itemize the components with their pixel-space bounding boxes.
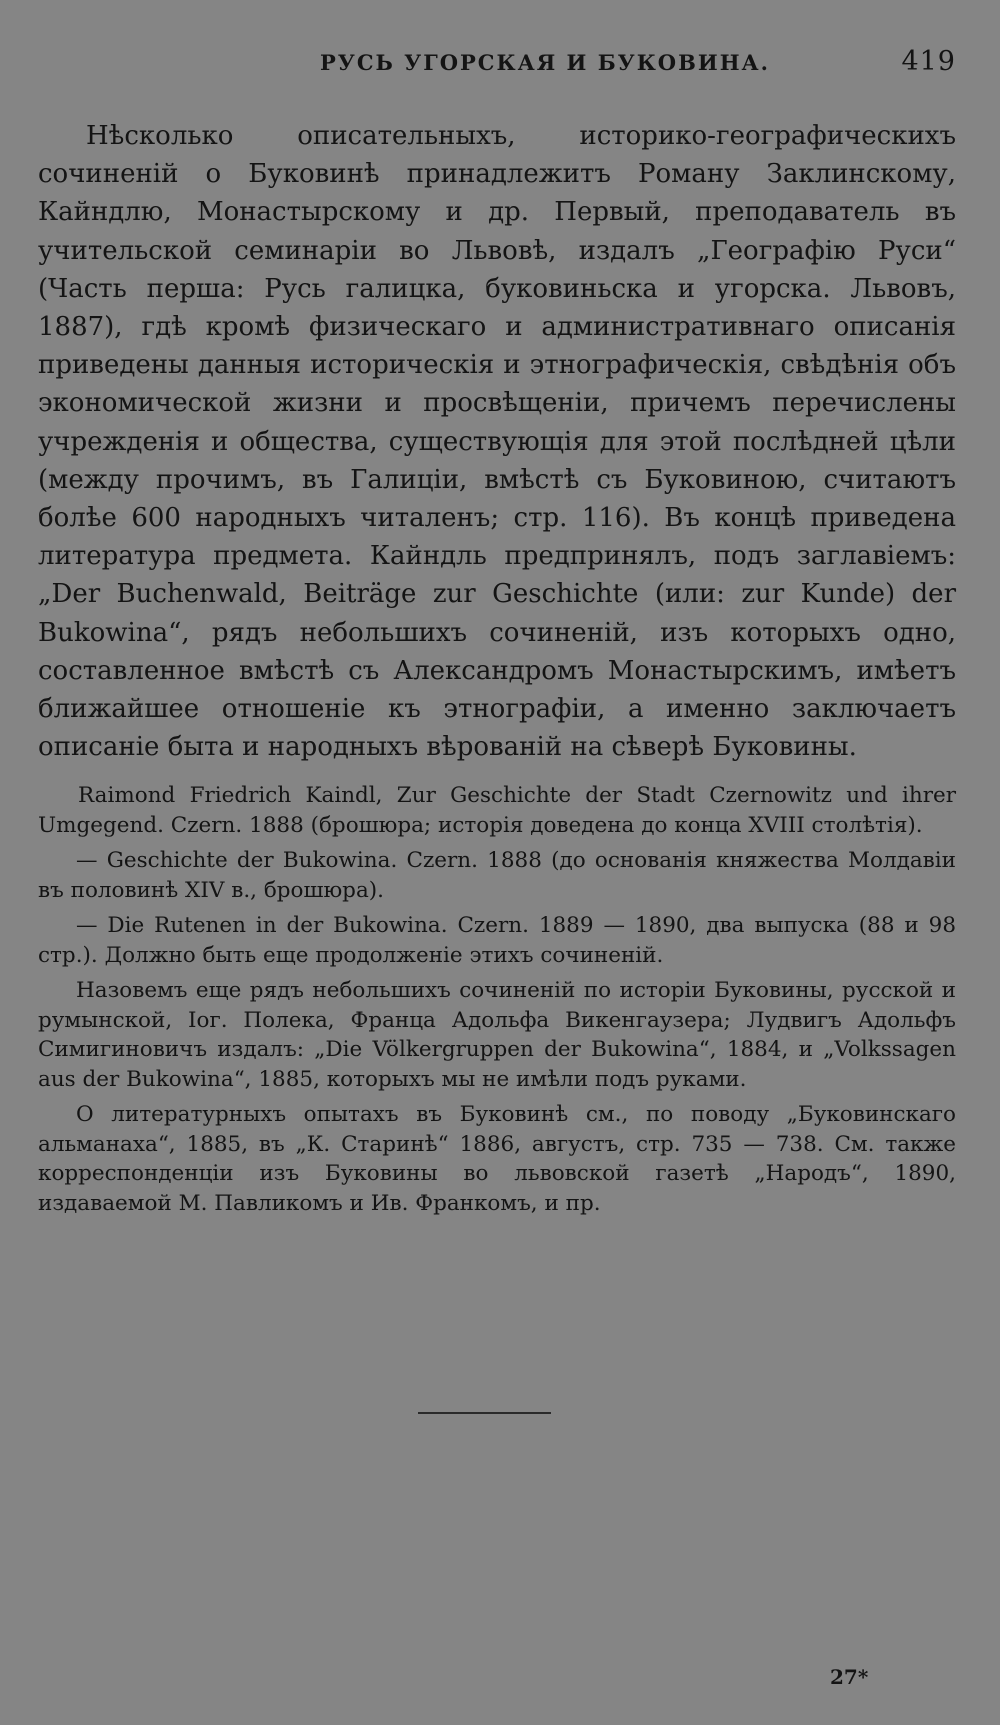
bibliography-notes bbox=[38, 781, 956, 1218]
running-head: РУСЬ УГОРСКАЯ И БУКОВИНА. bbox=[320, 50, 770, 75]
section-divider bbox=[418, 1412, 551, 1414]
note-kaindl-bukowina: — Geschichte der Bukowina. Czern. 1888 (до основанія княжества Молдавіи въ половинѣ XIV в., брошюра). bbox=[38, 848, 956, 903]
printer-signature-mark: 27* bbox=[830, 1665, 869, 1689]
page-number: 419 bbox=[901, 46, 956, 77]
page-body bbox=[38, 117, 956, 1224]
note-other-works: Назовемъ еще рядъ небольшихъ сочиненій по исторіи Буковины, русской и румынской, Іог. Полека, Франца Адольфа Викенгаузера; Лудвигъ Адольфъ Симигиновичъ издалъ: „Die Völkergruppen der Bukowina“, 1884, и „Volkssagen aus der Bukowina“, 1885, которыхъ мы не имѣли подъ руками. bbox=[38, 978, 956, 1092]
note-kaindl-czernowitz: Raimond Friedrich Kaindl, Zur Geschichte der Stadt Czernowitz und ihrer Umgegend. Czern. 1888 (брошюра; исторія доведена до конца XVIII столѣтія). bbox=[38, 783, 956, 838]
main-paragraph: Нѣсколько описательныхъ, историко-географическихъ сочиненій о Буковинѣ принадлежитъ Роману Заклинскому, Кайндлю, Монастырскому и др. Первый, преподаватель въ учительской семинаріи во Львовѣ, издалъ „Географію Руси“ (Часть перша: Русь галицка, буковиньска и угорска. Львовъ, 1887), гдѣ кромѣ физическаго и административнаго описанія приведены данныя историческія и этнографическія, свѣдѣнія объ экономической жизни и просвѣщеніи, причемъ перечислены учрежденія и общества, существующія для этой послѣдней цѣли (между прочимъ, въ Галиціи, вмѣстѣ съ Буковиною, считаютъ болѣе 600 народныхъ читаленъ; стр. 116). Въ концѣ приведена литература предмета. Кайндль предпринялъ, подъ заглавіемъ: „Der Buchenwald, Beiträge zur Geschichte (или: zur Kunde) der Bukowina“, рядъ небольшихъ сочиненій, изъ которыхъ одно, составленное вмѣстѣ съ Александромъ Монастырскимъ, имѣетъ ближайшее отношеніе къ этнографіи, а именно заключаетъ описаніе быта и народныхъ вѣрованій на сѣверѣ Буковины. bbox=[38, 121, 956, 763]
note-kaindl-rutenen: — Die Rutenen in der Bukowina. Czern. 1889 — 1890, два выпуска (88 и 98 стр.). Должно быть еще продолженіе этихъ сочиненій. bbox=[38, 913, 956, 968]
note-literary-attempts: О литературныхъ опытахъ въ Буковинѣ см., по поводу „Буковинскаго альманаха“, 1885, въ „К. Старинѣ“ 1886, августъ, стр. 735 — 738. См. также корреспонденціи изъ Буковины во львовской газетѣ „Народъ“, 1890, издаваемой М. Павликомъ и Ив. Франкомъ, и пр. bbox=[38, 1102, 956, 1216]
